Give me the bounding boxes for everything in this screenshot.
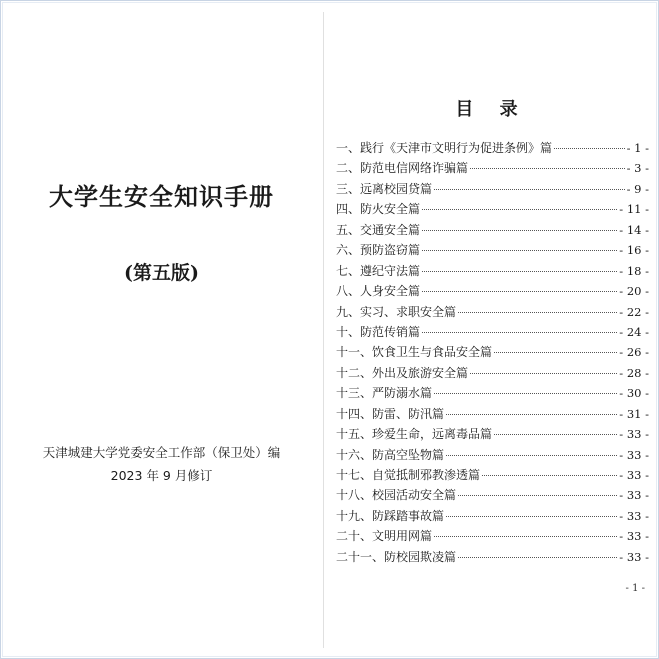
toc-entry-page: - 33 -: [619, 529, 649, 544]
toc-entry-page: - 33 -: [619, 508, 649, 523]
toc-entry[interactable]: [336, 466, 649, 486]
toc-entry-page: - 33 -: [619, 488, 649, 503]
toc-dot-leader: [470, 373, 617, 374]
toc-entry-page: - 26 -: [619, 345, 649, 360]
toc-entry-title: 十二、外出及旅游安全篇: [336, 365, 469, 380]
toc-dot-leader: [446, 414, 617, 415]
toc-entry[interactable]: [336, 527, 649, 547]
toc-dot-leader: [422, 271, 617, 272]
toc-entry[interactable]: [336, 548, 649, 568]
toc-entry-title: 十七、自觉抵制邪教渗透篇: [336, 468, 481, 482]
cover-page: [0, 0, 323, 659]
toc-entry-page: - 11 -: [619, 202, 649, 217]
toc-dot-leader: [422, 291, 617, 292]
toc-dot-leader: [446, 516, 617, 517]
toc-entry-title: 七、遵纪守法篇: [336, 263, 421, 278]
toc-entry-title: 六、预防盗窃篇: [336, 243, 421, 258]
toc-entry[interactable]: [336, 446, 649, 466]
toc-entry-page: - 33 -: [619, 447, 649, 462]
toc-entry[interactable]: [336, 159, 649, 179]
toc-dot-leader: [434, 189, 625, 190]
toc-entry-page: - 33 -: [619, 549, 649, 564]
toc-dot-leader: [494, 434, 617, 435]
toc-entry[interactable]: [336, 221, 649, 241]
toc-entry-page: - 3 -: [626, 161, 649, 176]
toc-dot-leader: [422, 250, 617, 251]
toc-dot-leader: [446, 455, 617, 456]
toc-entry[interactable]: [336, 343, 649, 363]
toc-list: [336, 139, 649, 568]
toc-dot-leader: [422, 209, 617, 210]
toc-entry-page: - 1 -: [626, 141, 649, 155]
toc-entry[interactable]: [336, 139, 649, 159]
toc-entry-title: 十四、防雷、防汛篇: [336, 406, 445, 421]
toc-entry-title: 九、实习、求职安全篇: [336, 304, 457, 319]
revision-date: 2023 年 9 月修订: [110, 468, 213, 483]
toc-page: [324, 0, 659, 659]
page-number: - 1 -: [625, 583, 645, 594]
toc-entry-page: - 20 -: [619, 284, 649, 299]
toc-entry[interactable]: [336, 241, 649, 261]
toc-heading: 目 录: [455, 99, 528, 120]
toc-entry[interactable]: [336, 425, 649, 445]
toc-entry[interactable]: [336, 384, 649, 404]
toc-entry[interactable]: [336, 486, 649, 506]
toc-dot-leader: [434, 536, 617, 537]
toc-entry-title: 十一、饮食卫生与食品安全篇: [336, 345, 493, 360]
toc-dot-leader: [434, 393, 617, 394]
toc-entry-title: 十九、防踩踏事故篇: [336, 508, 445, 523]
toc-dot-leader: [470, 168, 625, 169]
toc-entry-page: - 28 -: [619, 365, 649, 380]
toc-entry[interactable]: [336, 282, 649, 302]
toc-entry-page: - 33 -: [619, 468, 649, 482]
toc-entry-title: 八、人身安全篇: [336, 284, 421, 299]
toc-entry[interactable]: [336, 507, 649, 527]
toc-entry-page: - 33 -: [619, 427, 649, 442]
edition-label: (第五版): [124, 262, 199, 284]
toc-entry-page: - 9 -: [626, 181, 649, 196]
toc-entry[interactable]: [336, 200, 649, 220]
toc-entry[interactable]: [336, 180, 649, 200]
toc-entry-title: 四、防火安全篇: [336, 202, 421, 217]
toc-entry-title: 二十、文明用网篇: [336, 529, 433, 544]
publisher-line: 天津城建大学党委安全工作部（保卫处）编: [42, 445, 281, 460]
toc-dot-leader: [422, 230, 617, 231]
toc-dot-leader: [494, 352, 617, 353]
toc-entry-title: 十、防范传销篇: [336, 324, 421, 339]
toc-entry-page: - 30 -: [619, 386, 649, 401]
toc-entry-title: 五、交通安全篇: [336, 222, 421, 237]
toc-entry-page: - 22 -: [619, 304, 649, 319]
toc-entry[interactable]: [336, 303, 649, 323]
toc-entry-title: 三、远离校园贷篇: [336, 181, 433, 196]
toc-dot-leader: [554, 148, 625, 149]
toc-entry[interactable]: [336, 364, 649, 384]
toc-dot-leader: [422, 332, 617, 333]
toc-entry-title: 二十一、防校园欺凌篇: [336, 549, 457, 564]
toc-entry-title: 十五、珍爱生命，远离毒品篇: [336, 427, 493, 442]
toc-entry[interactable]: [336, 405, 649, 425]
toc-entry-title: 十六、防高空坠物篇: [336, 447, 445, 462]
toc-dot-leader: [458, 495, 617, 496]
toc-entry-page: - 18 -: [619, 263, 649, 278]
toc-entry-page: - 16 -: [619, 243, 649, 258]
toc-entry-page: - 31 -: [619, 406, 649, 421]
toc-entry-title: 十八、校园活动安全篇: [336, 488, 457, 503]
toc-entry-title: 十三、严防溺水篇: [336, 386, 433, 401]
toc-entry-title: 二、防范电信网络诈骗篇: [336, 161, 469, 176]
toc-entry-page: - 14 -: [619, 222, 649, 237]
toc-dot-leader: [482, 475, 617, 476]
toc-dot-leader: [458, 557, 617, 558]
toc-entry-page: - 24 -: [619, 324, 649, 339]
toc-entry[interactable]: [336, 262, 649, 282]
toc-dot-leader: [458, 312, 617, 313]
toc-entry-title: 一、践行《天津市文明行为促进条例》篇: [336, 141, 553, 155]
toc-entry[interactable]: [336, 323, 649, 343]
book-title: 大学生安全知识手册: [49, 182, 274, 211]
